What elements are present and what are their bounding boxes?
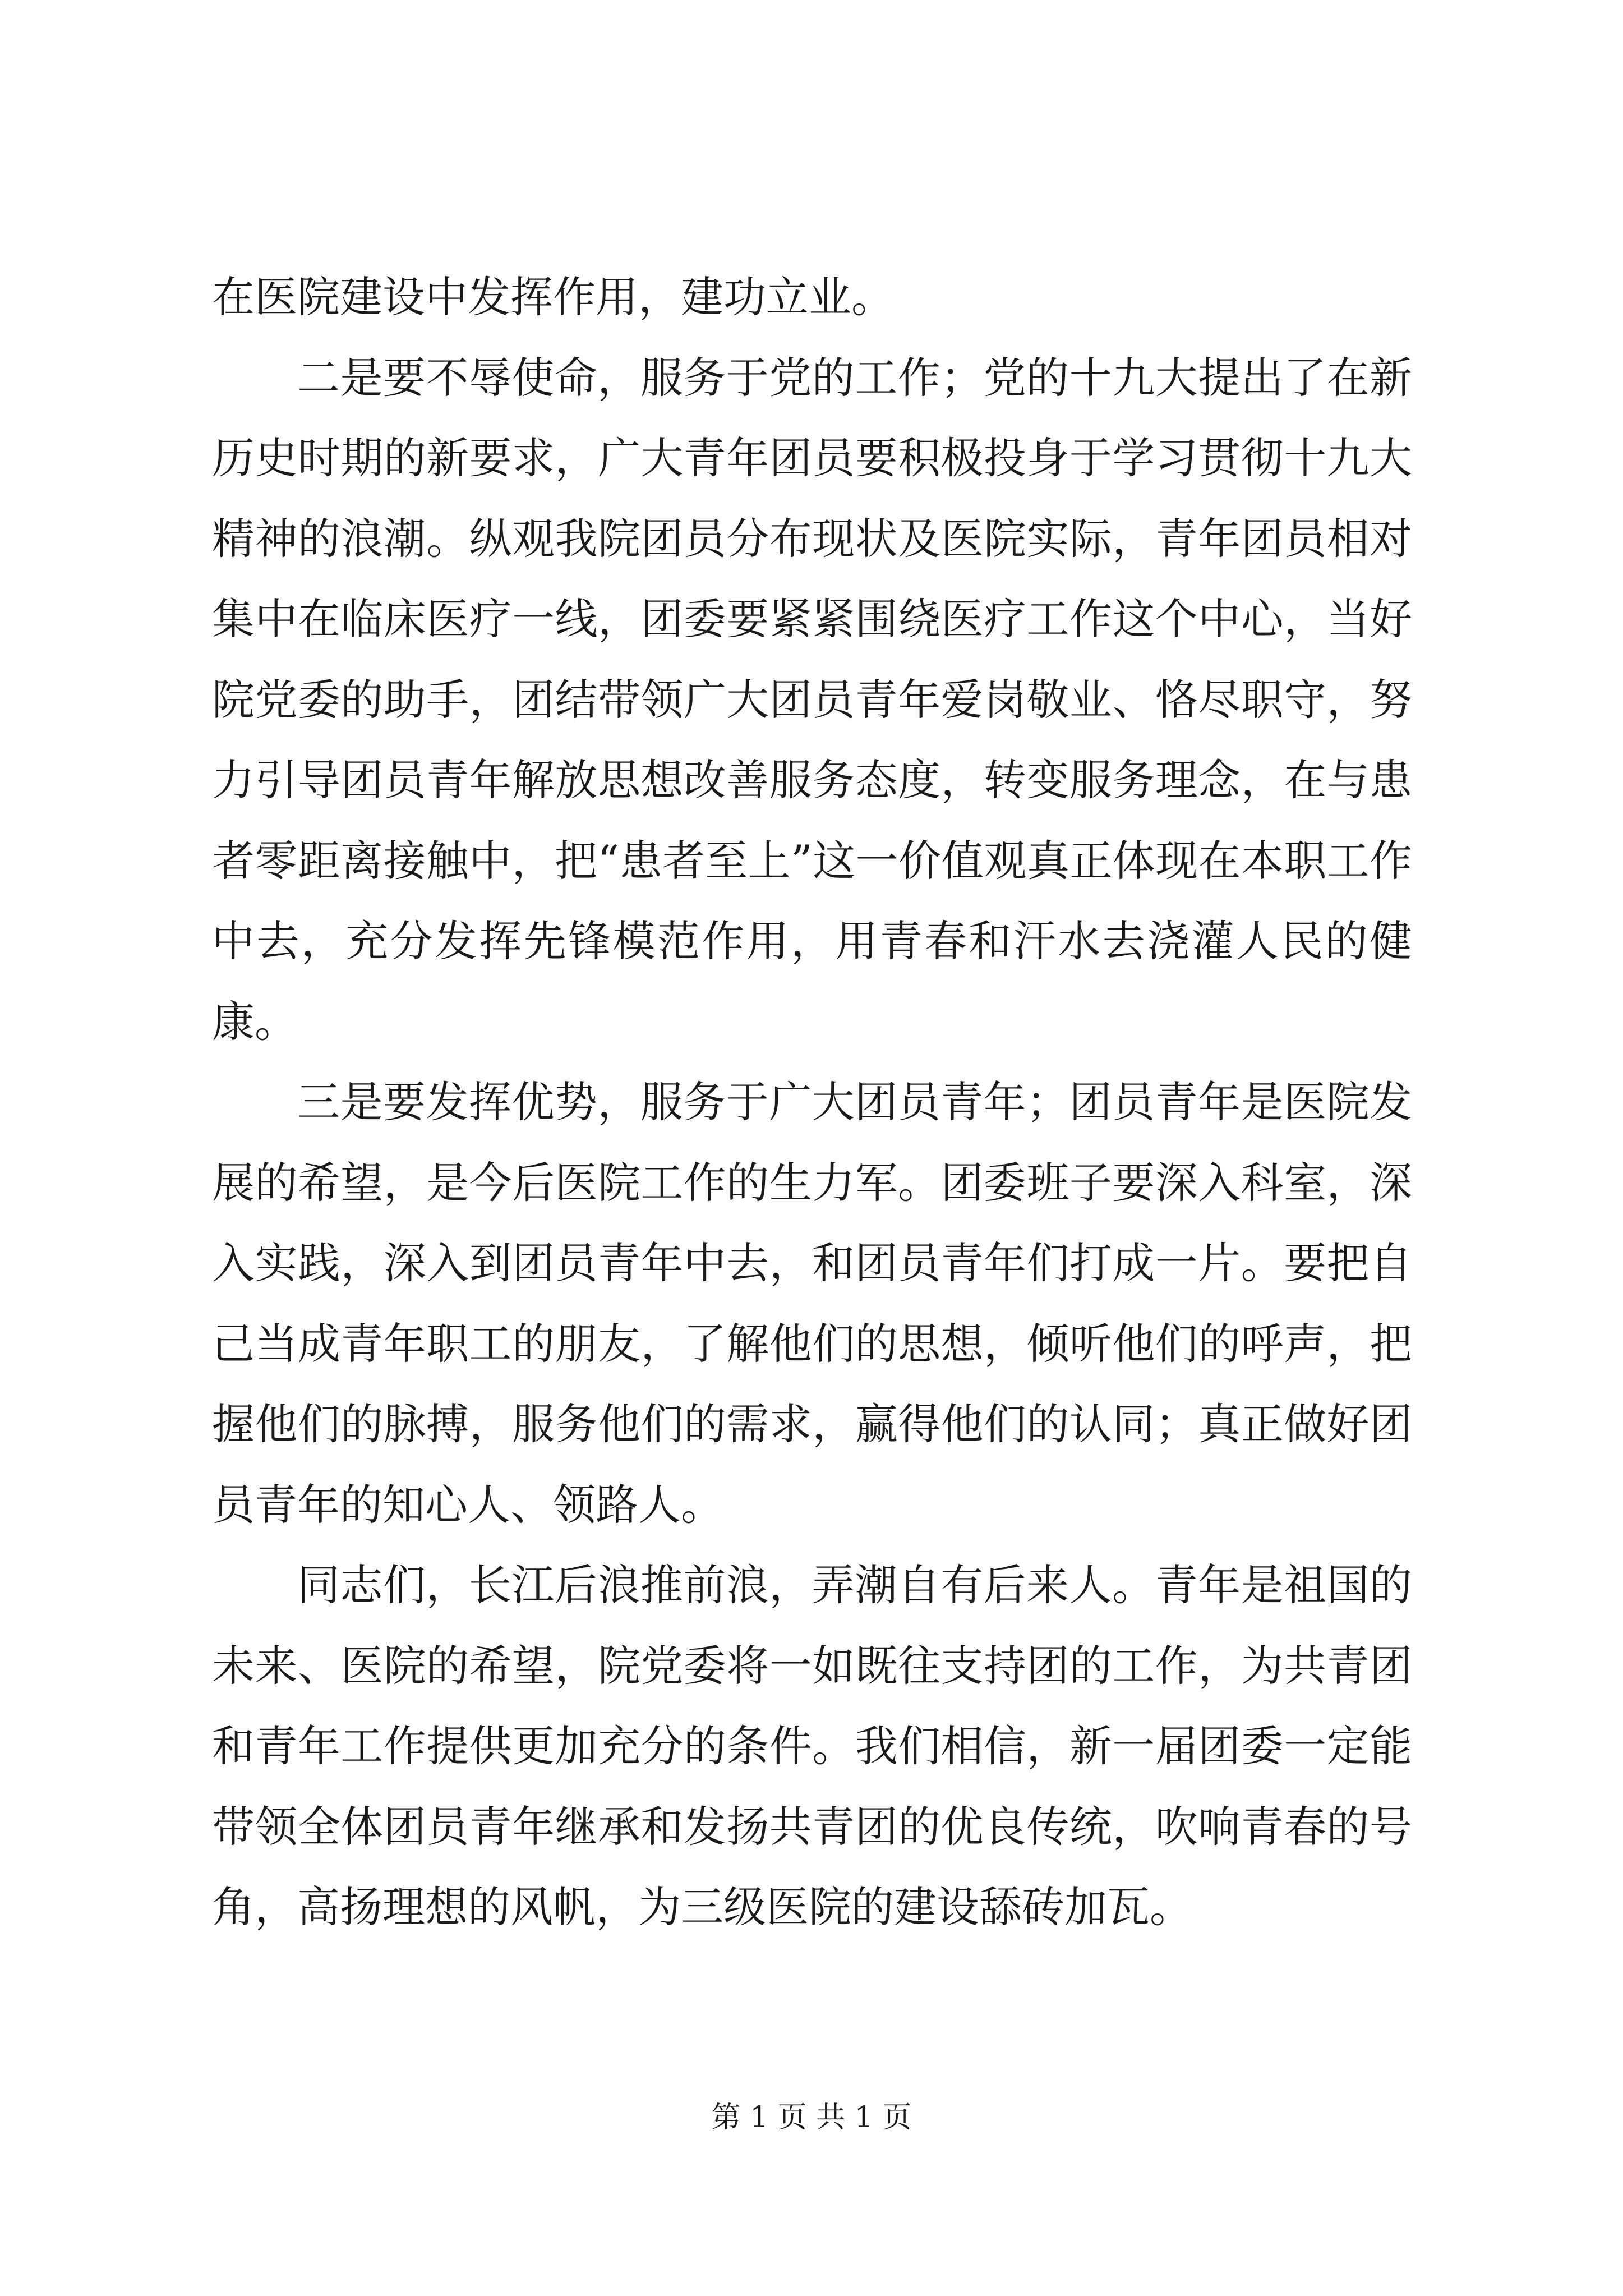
paragraph-continuation: 在医院建设中发挥作用，建功立业。 (212, 272, 894, 322)
document-body (212, 257, 1412, 1948)
paragraph-closing: 同志们，长江后浪推前浪，弄潮自有后来人。青年是祖国的未来、医院的希望，院党委将一如既往支持团的工作，为共青团和青年工作提供更加充分的条件。我们相信，新一届团委一定能带领全体团员青年继承和发扬共青团的优良传统，吹响青春的号角，高扬理想的风帆，为三级医院的建设舔砖加瓦。 (212, 1560, 1412, 1932)
paragraph-point-two: 二是要不辱使命，服务于党的工作；党的十九大提出了在新历史时期的新要求，广大青年团员要积极投身于学习贯彻十九大精神的浪潮。纵观我院团员分布现状及医院实际，青年团员相对集中在临床医疗一线，团委要紧紧围绕医疗工作这个中心，当好院党委的助手，团结带领广大团员青年爱岗敬业、恪尽职守，努力引导团员青年解放思想改善服务态度，转变服务理念，在与患者零距离接触中，把“患者至上”这一价值观真正体现在本职工作中去，充分发挥先锋模范作用，用青春和汗水去浇灌人民的健康。 (212, 352, 1412, 1047)
paragraph-point-three: 三是要发挥优势，服务于广大团员青年；团员青年是医院发展的希望，是今后医院工作的生力军。团委班子要深入科室，深入实践，深入到团员青年中去，和团员青年们打成一片。要把自己当成青年职工的朋友，了解他们的思想，倾听他们的呼声，把握他们的脉搏，服务他们的需求，赢得他们的认同；真正做好团员青年的知心人、领路人。 (212, 1077, 1412, 1530)
page-number-footer: 第 1 页 共 1 页 (711, 2101, 912, 2134)
